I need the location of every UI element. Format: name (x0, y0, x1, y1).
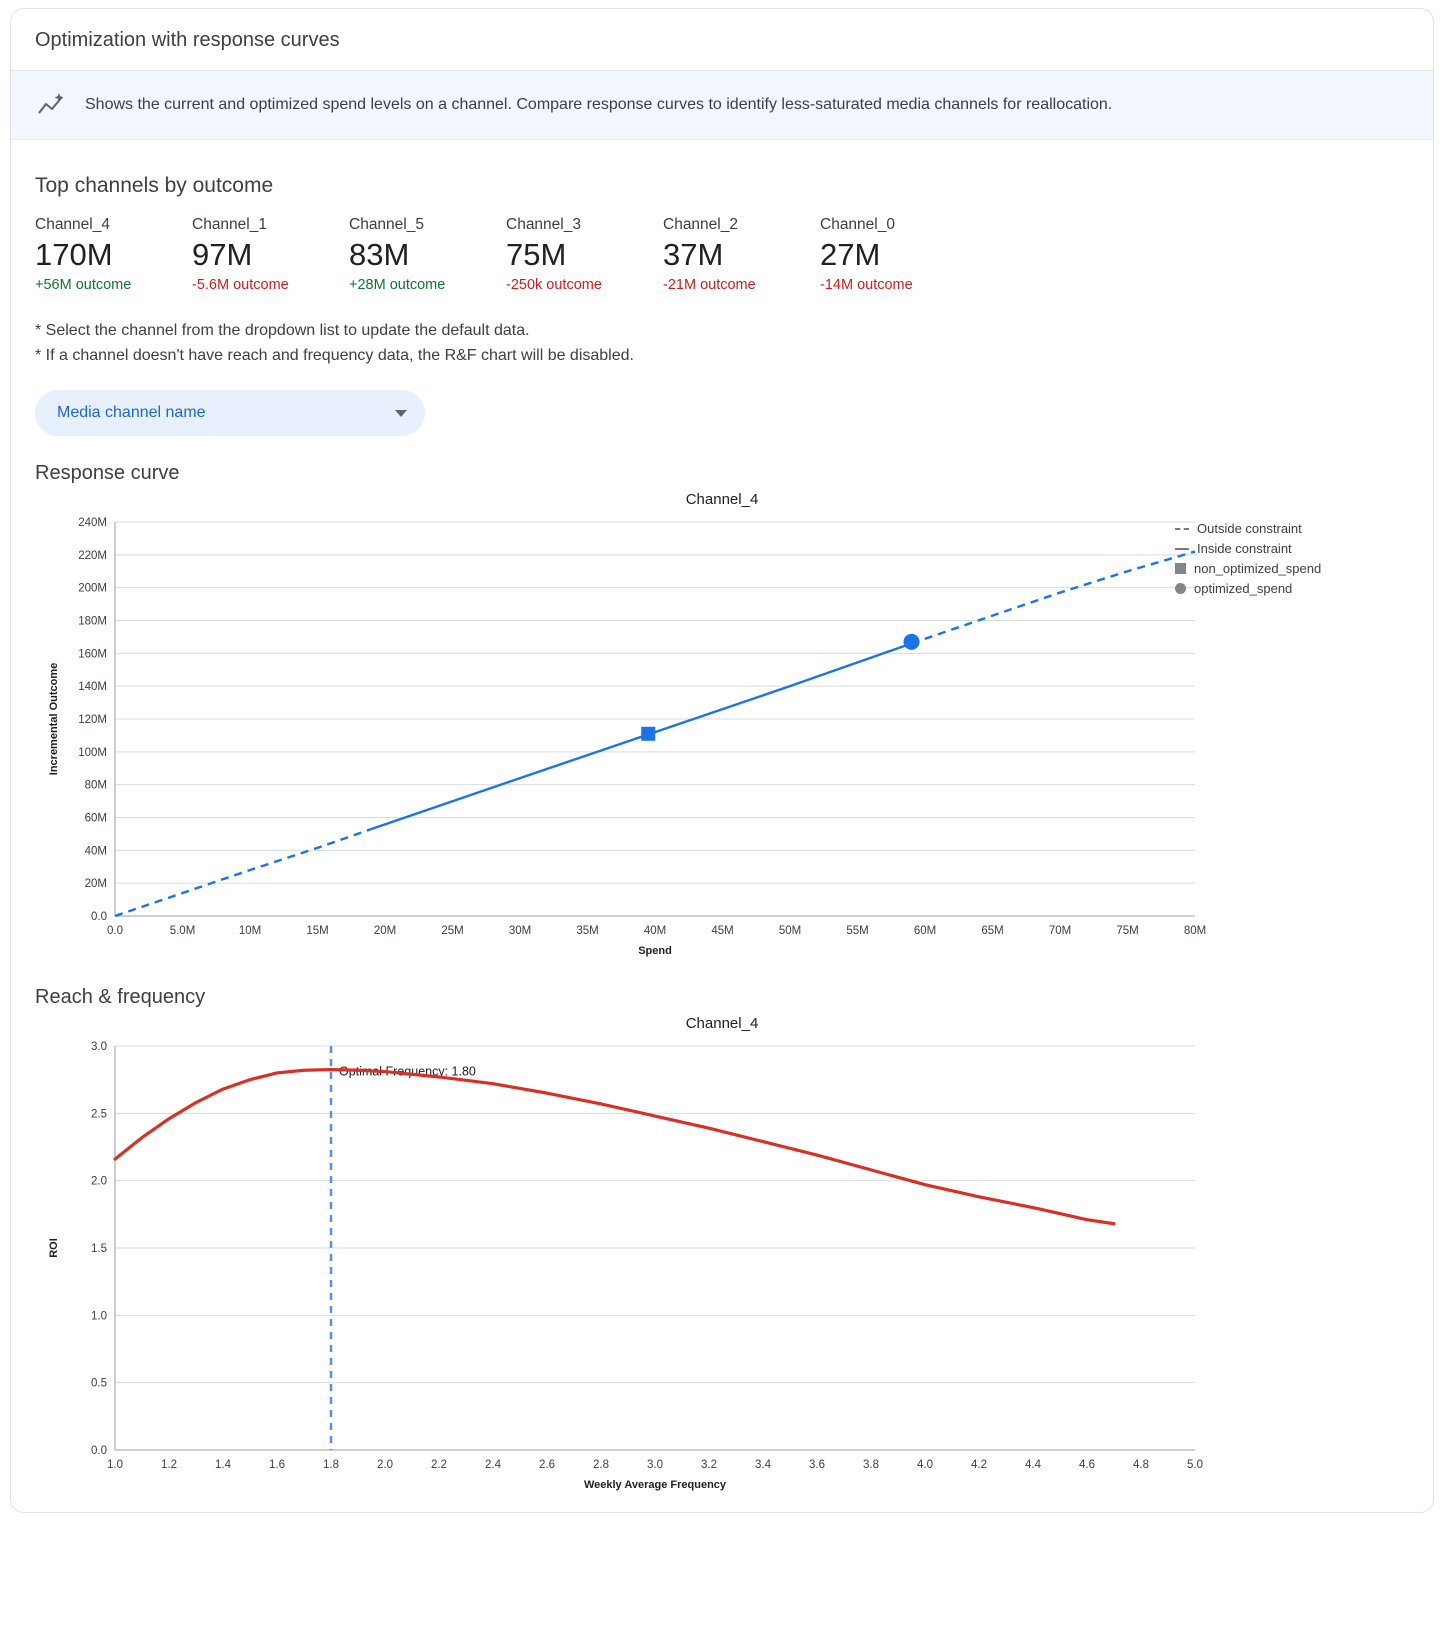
svg-text:50M: 50M (778, 925, 802, 938)
svg-text:220M: 220M (78, 550, 107, 563)
svg-text:40M: 40M (84, 845, 107, 858)
svg-text:180M: 180M (78, 615, 107, 628)
kpi-delta: -5.6M outcome (192, 276, 289, 293)
dashed-line-icon (1175, 528, 1189, 530)
trending-up-sparkle-icon (35, 89, 67, 121)
kpi-channel-name: Channel_2 (663, 216, 738, 233)
legend-label: optimized_spend (1194, 581, 1293, 597)
kpi-channel-name: Channel_0 (820, 216, 895, 233)
svg-text:100M: 100M (78, 747, 107, 760)
square-marker-icon (1175, 563, 1186, 574)
kpi-value: 37M (663, 237, 724, 272)
notes-block (35, 319, 1409, 369)
svg-text:2.5: 2.5 (91, 1108, 107, 1121)
svg-text:Optimal Frequency: 1.80: Optimal Frequency: 1.80 (339, 1064, 476, 1079)
kpi-card (349, 216, 506, 293)
kpi-delta: -21M outcome (663, 276, 756, 293)
svg-text:75M: 75M (1116, 925, 1139, 938)
legend-item-inside-constraint (1175, 541, 1385, 556)
kpi-channel-name: Channel_1 (192, 216, 267, 233)
legend-label: Outside constraint (1197, 521, 1302, 537)
svg-text:4.8: 4.8 (1133, 1459, 1149, 1472)
svg-text:10M: 10M (238, 925, 262, 938)
svg-text:1.8: 1.8 (323, 1459, 339, 1472)
response-curve-heading: Response curve (35, 462, 180, 485)
svg-text:3.4: 3.4 (755, 1459, 771, 1472)
svg-text:3.6: 3.6 (809, 1459, 825, 1472)
svg-text:2.6: 2.6 (539, 1459, 555, 1472)
svg-text:0.0: 0.0 (91, 911, 107, 924)
svg-text:3.2: 3.2 (701, 1459, 717, 1472)
svg-text:200M: 200M (78, 582, 107, 595)
svg-text:3.8: 3.8 (863, 1459, 879, 1472)
kpi-value: 97M (192, 237, 253, 272)
description-text: Shows the current and optimized spend levels on a channel. Compare response curves to identify less-saturated media channels for reallocation. (85, 96, 1113, 114)
svg-text:40M: 40M (643, 925, 667, 938)
svg-text:20M: 20M (373, 925, 397, 938)
svg-text:5.0M: 5.0M (169, 925, 196, 938)
svg-text:1.5: 1.5 (91, 1243, 107, 1256)
kpi-value: 27M (820, 237, 881, 272)
reach-frequency-chart-title: Channel_4 (685, 1015, 759, 1033)
svg-text:2.0: 2.0 (91, 1175, 107, 1188)
svg-text:65M: 65M (981, 925, 1004, 938)
chevron-down-icon[interactable] (395, 410, 407, 417)
svg-text:35M: 35M (576, 925, 599, 938)
svg-text:1.4: 1.4 (215, 1459, 231, 1472)
kpi-channel-name: Channel_4 (35, 216, 110, 233)
svg-text:160M: 160M (78, 648, 107, 661)
svg-text:4.6: 4.6 (1079, 1459, 1095, 1472)
svg-text:3.0: 3.0 (91, 1041, 107, 1054)
svg-text:45M: 45M (711, 925, 734, 938)
svg-text:Incremental Outcome: Incremental Outcome (48, 663, 60, 776)
svg-text:25M: 25M (441, 925, 464, 938)
reach-frequency-chart (35, 1015, 1409, 1502)
svg-text:80M: 80M (84, 779, 107, 792)
kpi-value: 75M (506, 237, 567, 272)
svg-text:1.2: 1.2 (161, 1459, 177, 1472)
page-root (0, 8, 1444, 1639)
kpi-channel-name: Channel_5 (349, 216, 424, 233)
top-channels-heading: Top channels by outcome (35, 174, 274, 197)
media-channel-dropdown-label: Media channel name (57, 404, 206, 422)
kpi-delta: +56M outcome (35, 276, 132, 293)
svg-text:1.0: 1.0 (107, 1459, 123, 1472)
kpi-card (820, 216, 977, 293)
svg-text:4.2: 4.2 (971, 1459, 987, 1472)
legend-item-non-optimized-spend (1175, 561, 1385, 576)
svg-text:0.0: 0.0 (91, 1445, 107, 1458)
kpi-card (506, 216, 663, 293)
kpi-card (663, 216, 820, 293)
note-line: * If a channel doesn't have reach and frequency data, the R&F chart will be disabled. (35, 346, 634, 364)
svg-text:60M: 60M (913, 925, 937, 938)
svg-text:2.8: 2.8 (593, 1459, 609, 1472)
svg-text:80M: 80M (1183, 925, 1207, 938)
page-title: Optimization with response curves (11, 9, 1433, 71)
reach-frequency-plot (35, 1032, 1215, 1502)
response-curve-legend (1175, 521, 1385, 601)
note-line: * Select the channel from the dropdown list to update the default data. (35, 321, 530, 339)
svg-text:60M: 60M (84, 812, 107, 825)
svg-text:1.0: 1.0 (91, 1310, 107, 1323)
response-curve-chart-title: Channel_4 (685, 491, 759, 509)
svg-text:2.0: 2.0 (377, 1459, 393, 1472)
kpi-channel-name: Channel_3 (506, 216, 581, 233)
kpi-value: 83M (349, 237, 410, 272)
svg-text:120M: 120M (78, 714, 107, 727)
svg-text:240M: 240M (78, 517, 107, 530)
svg-text:3.0: 3.0 (647, 1459, 663, 1472)
kpi-delta: -250k outcome (506, 276, 602, 293)
svg-text:55M: 55M (846, 925, 869, 938)
legend-label: Inside constraint (1197, 541, 1292, 557)
legend-label: non_optimized_spend (1194, 561, 1322, 577)
kpi-value: 170M (35, 237, 113, 272)
legend-item-outside-constraint (1175, 521, 1385, 536)
description-banner (11, 71, 1433, 140)
svg-text:ROI: ROI (48, 1238, 60, 1259)
top-channels-kpi-row (35, 216, 1409, 293)
svg-text:0.5: 0.5 (91, 1377, 107, 1390)
solid-line-icon (1175, 548, 1189, 550)
svg-text:1.6: 1.6 (269, 1459, 285, 1472)
response-curve-plot (35, 508, 1215, 968)
svg-text:Spend: Spend (638, 945, 672, 958)
svg-text:Weekly Average Frequency: Weekly Average Frequency (583, 1479, 727, 1492)
svg-text:4.0: 4.0 (917, 1459, 933, 1472)
svg-text:0.0: 0.0 (107, 925, 123, 938)
media-channel-dropdown[interactable] (35, 390, 425, 436)
kpi-card (192, 216, 349, 293)
circle-marker-icon (1175, 583, 1186, 594)
optimization-card (10, 8, 1434, 1513)
reach-frequency-heading: Reach & frequency (35, 986, 206, 1009)
svg-text:70M: 70M (1048, 925, 1072, 938)
svg-text:5.0: 5.0 (1187, 1459, 1203, 1472)
svg-text:2.4: 2.4 (485, 1459, 501, 1472)
svg-text:140M: 140M (78, 681, 107, 694)
svg-text:20M: 20M (84, 878, 107, 891)
kpi-delta: -14M outcome (820, 276, 913, 293)
svg-text:15M: 15M (306, 925, 329, 938)
response-curve-chart (35, 491, 1409, 968)
svg-text:30M: 30M (508, 925, 532, 938)
kpi-card (35, 216, 192, 293)
svg-text:2.2: 2.2 (431, 1459, 447, 1472)
kpi-delta: +28M outcome (349, 276, 446, 293)
card-body (11, 140, 1433, 1512)
legend-item-optimized-spend (1175, 581, 1385, 596)
svg-text:4.4: 4.4 (1025, 1459, 1041, 1472)
